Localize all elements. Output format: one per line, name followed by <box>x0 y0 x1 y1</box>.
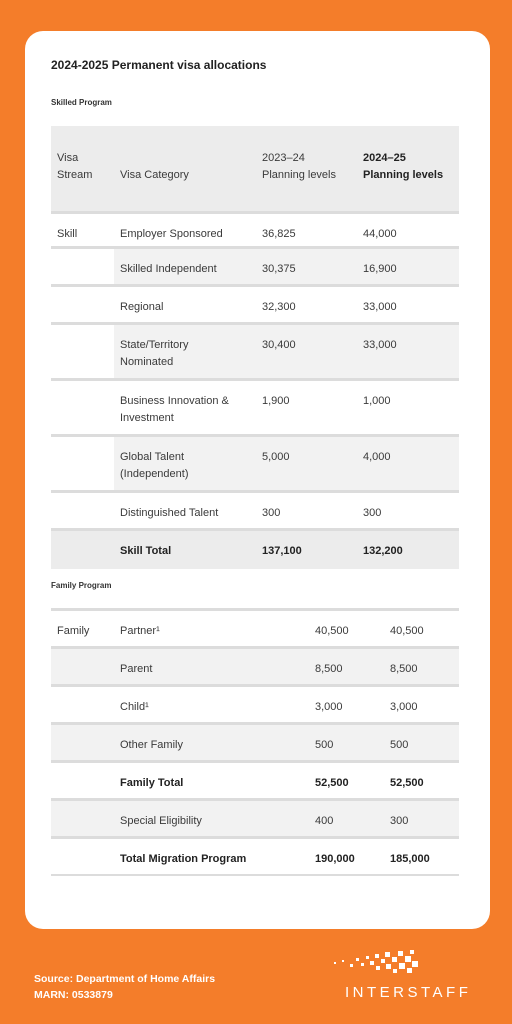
row-2023-24: 32,300 <box>256 286 357 324</box>
total-2024-25: 132,200 <box>357 530 459 570</box>
total-stream <box>51 838 114 876</box>
total-2024-25: 185,000 <box>384 838 459 876</box>
row-category: Special Eligibility <box>114 800 309 838</box>
total-migration-row <box>51 838 459 876</box>
row-2023-24: 500 <box>309 724 384 762</box>
marn-text: MARN: 0533879 <box>34 989 113 1001</box>
row-category: Skilled Independent <box>114 248 256 286</box>
table-row <box>51 648 459 686</box>
row-2023-24: 3,000 <box>309 686 384 724</box>
header-visa-stream-text: Visa Stream <box>57 152 93 181</box>
table-header-row <box>51 126 459 213</box>
table-row <box>51 286 459 324</box>
footer-source <box>34 971 215 1003</box>
header-2023-24-text: 2023–24 Planning levels <box>262 152 336 181</box>
total-2023-24: 137,100 <box>256 530 357 570</box>
header-2024-25-text: 2024–25 Planning levels <box>363 152 444 181</box>
table-row <box>51 436 459 492</box>
row-2023-24: 30,375 <box>256 248 357 286</box>
row-2024-25: 4,000 <box>357 436 459 492</box>
header-visa-stream <box>51 126 114 213</box>
row-stream <box>51 648 114 686</box>
row-2023-24: 8,500 <box>309 648 384 686</box>
table-row <box>51 492 459 530</box>
table-row <box>51 248 459 286</box>
page-title: 2024-2025 Permanent visa allocations <box>51 58 267 72</box>
row-2024-25: 40,500 <box>384 610 459 648</box>
total-2023-24: 52,500 <box>309 762 384 800</box>
content-card <box>25 31 490 929</box>
table-row <box>51 380 459 436</box>
row-2024-25: 44,000 <box>357 213 459 248</box>
skilled-program-table <box>51 126 459 569</box>
row-2023-24: 5,000 <box>256 436 357 492</box>
row-category: Global Talent (Independent) <box>114 436 256 492</box>
family-program-table <box>51 608 459 876</box>
table-row <box>51 213 459 248</box>
row-2024-25: 16,900 <box>357 248 459 286</box>
family-total-row <box>51 762 459 800</box>
row-stream <box>51 436 114 492</box>
row-2024-25: 33,000 <box>357 324 459 380</box>
row-category: Other Family <box>114 724 309 762</box>
total-category: Skill Total <box>114 530 256 570</box>
row-2023-24: 300 <box>256 492 357 530</box>
table-row <box>51 610 459 648</box>
row-2023-24: 400 <box>309 800 384 838</box>
row-2024-25: 3,000 <box>384 686 459 724</box>
row-category: State/Territory Nominated <box>114 324 256 380</box>
row-2023-24: 30,400 <box>256 324 357 380</box>
row-2023-24: 36,825 <box>256 213 357 248</box>
source-text: Source: Department of Home Affairs <box>34 973 216 985</box>
row-category: Regional <box>114 286 256 324</box>
interstaff-logo-icon <box>330 946 426 982</box>
table-row <box>51 324 459 380</box>
header-visa-category-text: Visa Category <box>120 169 189 181</box>
brand-name: INTERSTAFF <box>345 984 472 1001</box>
row-stream <box>51 724 114 762</box>
row-stream <box>51 492 114 530</box>
row-2024-25: 33,000 <box>357 286 459 324</box>
row-category: Business Innovation & Investment <box>114 380 256 436</box>
total-stream <box>51 530 114 570</box>
row-stream <box>51 286 114 324</box>
total-2023-24: 190,000 <box>309 838 384 876</box>
skill-total-row <box>51 530 459 570</box>
header-2023-24 <box>256 126 357 213</box>
table-row <box>51 686 459 724</box>
family-program-label: Family Program <box>51 581 112 590</box>
row-stream <box>51 248 114 286</box>
row-stream <box>51 380 114 436</box>
total-stream <box>51 762 114 800</box>
row-2024-25: 500 <box>384 724 459 762</box>
row-2024-25: 1,000 <box>357 380 459 436</box>
row-category: Child¹ <box>114 686 309 724</box>
header-2024-25 <box>357 126 459 213</box>
row-stream <box>51 800 114 838</box>
total-2024-25: 52,500 <box>384 762 459 800</box>
row-category: Distinguished Talent <box>114 492 256 530</box>
row-category: Employer Sponsored <box>114 213 256 248</box>
total-category: Family Total <box>114 762 309 800</box>
row-stream: Family <box>51 610 114 648</box>
row-2024-25: 300 <box>384 800 459 838</box>
row-2024-25: 300 <box>357 492 459 530</box>
special-eligibility-row <box>51 800 459 838</box>
row-stream <box>51 324 114 380</box>
total-category: Total Migration Program <box>114 838 309 876</box>
skilled-program-label: Skilled Program <box>51 98 112 107</box>
header-visa-category <box>114 126 256 213</box>
row-category: Partner¹ <box>114 610 309 648</box>
table-row <box>51 724 459 762</box>
row-category: Parent <box>114 648 309 686</box>
row-stream <box>51 686 114 724</box>
row-2023-24: 1,900 <box>256 380 357 436</box>
row-2023-24: 40,500 <box>309 610 384 648</box>
row-stream: Skill <box>51 213 114 248</box>
row-2024-25: 8,500 <box>384 648 459 686</box>
